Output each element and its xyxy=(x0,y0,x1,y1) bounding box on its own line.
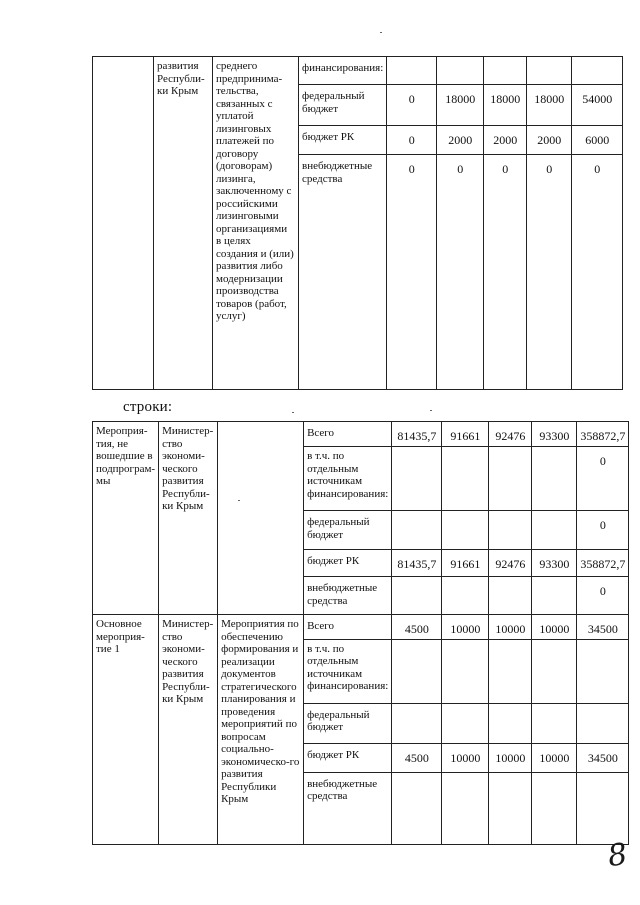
row-label: внебюджетные средства xyxy=(304,577,392,615)
top-row-label: федеральный бюджет xyxy=(299,85,387,126)
scan-speck xyxy=(292,412,294,413)
value-cell: 92476 xyxy=(489,550,532,577)
row-label: федеральный бюджет xyxy=(304,703,392,743)
value-cell: 0 xyxy=(577,511,629,550)
block-name-cell xyxy=(93,422,159,615)
value-cell xyxy=(489,511,532,550)
value-cell xyxy=(392,447,442,511)
block-name: Мероприя-тия, не вошедшие в подпрограм-мы xyxy=(96,425,156,487)
value-cell: 10000 xyxy=(489,615,532,640)
value-cell: 358872,7 xyxy=(577,422,629,447)
top-row-label: внебюджетные средства xyxy=(299,155,387,390)
top-value: 0 xyxy=(572,155,623,390)
block-responsible-cell xyxy=(159,615,218,845)
value-cell: 92476 xyxy=(489,422,532,447)
value-cell: 93300 xyxy=(532,550,577,577)
top-value xyxy=(437,57,484,85)
value-cell xyxy=(577,772,629,844)
value-cell: 0 xyxy=(577,447,629,511)
top-value: 0 xyxy=(484,155,527,390)
row-label: Всего xyxy=(304,422,392,447)
block-name-cell xyxy=(93,615,159,845)
row-label: в т.ч. по отдельным источникам финансирования: xyxy=(304,639,392,703)
top-value: 54000 xyxy=(572,85,623,126)
top-responsible: развития Республи-ки Крым xyxy=(157,60,205,97)
value-cell: 358872,7 xyxy=(577,550,629,577)
top-value: 0 xyxy=(387,126,437,155)
value-cell xyxy=(532,447,577,511)
value-cell xyxy=(489,447,532,511)
block-responsible-cell xyxy=(159,422,218,615)
value-cell xyxy=(532,639,577,703)
top-value: 2000 xyxy=(437,126,484,155)
top-value: 18000 xyxy=(527,85,572,126)
value-cell: 10000 xyxy=(532,615,577,640)
row-label: федеральный бюджет xyxy=(304,511,392,550)
value-cell: 10000 xyxy=(442,743,489,772)
handwritten-page-number: 8 xyxy=(605,836,630,875)
value-cell xyxy=(392,577,442,615)
scan-speck xyxy=(430,410,432,411)
top-responsible-cell xyxy=(154,57,213,390)
scan-speck xyxy=(380,32,382,33)
top-description: среднего предпринима-тельства, связанных с уплатой лизинговых платежей по договору (договорам) лизинга, заключенному с российскими лизинговыми организациями в целях создания и (или) развития либо модернизации производства товаров (работ, услуг) xyxy=(216,60,294,322)
value-cell: 10000 xyxy=(532,743,577,772)
value-cell xyxy=(489,639,532,703)
value-cell xyxy=(489,577,532,615)
top-value xyxy=(484,57,527,85)
value-cell xyxy=(442,577,489,615)
value-cell: 34500 xyxy=(577,615,629,640)
value-cell xyxy=(577,703,629,743)
block-description-cell xyxy=(218,615,304,845)
value-cell xyxy=(442,772,489,844)
block-responsible: Министер-ство экономи-ческого развития Республи-ки Крым xyxy=(162,425,214,512)
top-name-cell xyxy=(93,57,154,390)
value-cell xyxy=(392,703,442,743)
value-cell xyxy=(442,447,489,511)
value-cell xyxy=(489,772,532,844)
value-cell: 81435,7 xyxy=(392,550,442,577)
scan-speck xyxy=(238,500,240,501)
value-cell: 0 xyxy=(577,577,629,615)
block-name: Основное мероприя-тие 1 xyxy=(96,618,145,655)
value-cell: 34500 xyxy=(577,743,629,772)
value-cell: 10000 xyxy=(489,743,532,772)
value-cell xyxy=(442,511,489,550)
top-value: 2000 xyxy=(484,126,527,155)
block-description-cell xyxy=(218,422,304,615)
row-label: бюджет РК xyxy=(304,743,392,772)
top-row-label: финансирования: xyxy=(299,57,387,85)
top-description-cell xyxy=(213,57,299,390)
top-value: 0 xyxy=(387,85,437,126)
top-row-label: бюджет РК xyxy=(299,126,387,155)
value-cell xyxy=(577,639,629,703)
rows-caption: строки: xyxy=(123,399,173,415)
block-description: Мероприятия по обеспечению формирования и реализации документов стратегического планирования и проведения мероприятий по вопросам социально-экономическо-го развития Республики Крым xyxy=(221,618,300,805)
row-label: бюджет РК xyxy=(304,550,392,577)
top-value: 18000 xyxy=(484,85,527,126)
value-cell: 91661 xyxy=(442,422,489,447)
value-cell: 93300 xyxy=(532,422,577,447)
value-cell: 4500 xyxy=(392,743,442,772)
value-cell: 10000 xyxy=(442,615,489,640)
value-cell xyxy=(442,703,489,743)
value-cell: 4500 xyxy=(392,615,442,640)
value-cell xyxy=(392,511,442,550)
value-cell xyxy=(532,703,577,743)
top-value: 2000 xyxy=(527,126,572,155)
value-cell: 81435,7 xyxy=(392,422,442,447)
top-value: 0 xyxy=(527,155,572,390)
top-value xyxy=(387,57,437,85)
row-label: в т.ч. по отдельным источникам финансирования: xyxy=(304,447,392,511)
value-cell xyxy=(532,772,577,844)
value-cell xyxy=(489,703,532,743)
value-cell: 91661 xyxy=(442,550,489,577)
top-value: 0 xyxy=(437,155,484,390)
top-value: 6000 xyxy=(572,126,623,155)
value-cell xyxy=(442,639,489,703)
bottom-table xyxy=(92,421,629,845)
value-cell xyxy=(532,577,577,615)
top-table xyxy=(92,56,623,390)
top-value: 0 xyxy=(387,155,437,390)
block-responsible: Министер-ство экономи-ческого развития Республи-ки Крым xyxy=(162,618,214,705)
value-cell xyxy=(532,511,577,550)
top-value: 18000 xyxy=(437,85,484,126)
value-cell xyxy=(392,639,442,703)
top-value xyxy=(527,57,572,85)
value-cell xyxy=(392,772,442,844)
row-label: Всего xyxy=(304,615,392,640)
row-label: внебюджетные средства xyxy=(304,772,392,844)
top-value xyxy=(572,57,623,85)
